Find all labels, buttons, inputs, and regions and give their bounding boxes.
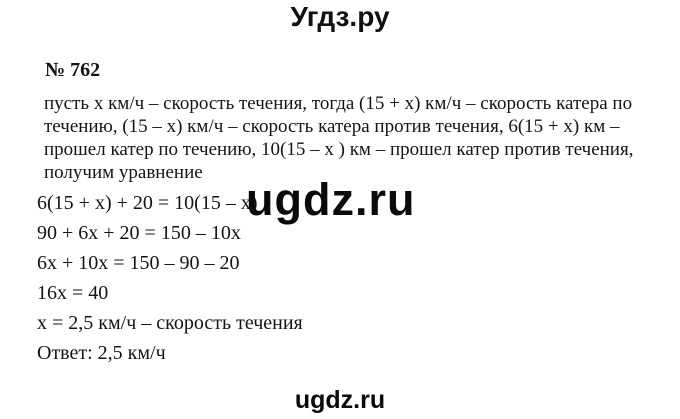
paragraph-line: прошел катер по течению, 10(15 – x ) км – прошел катер против течения, (44, 139, 634, 160)
ugdz-watermark-large: ugdz.ru (246, 174, 416, 225)
paragraph-line: пусть x км/ч – скорость течения, тогда (15 + x) км/ч – скорость катера по (44, 93, 633, 114)
answer-line: Ответ: 2,5 км/ч (37, 342, 166, 364)
equation-line: 6(15 + x) + 20 = 10(15 – x) (37, 192, 258, 214)
equation-line: 6x + 10x = 150 – 90 – 20 (37, 252, 240, 274)
paragraph-line: течению, (15 – x) км/ч – скорость катера против течения, 6(15 + x) км – (44, 116, 620, 137)
equation-line: 16x = 40 (37, 282, 109, 304)
paragraph-line: получим уравнение (44, 162, 203, 183)
solution-paragraph (44, 92, 654, 184)
equation-line: 90 + 6x + 20 = 150 – 10x (37, 222, 241, 244)
ugdz-watermark-bottom: ugdz.ru (294, 386, 386, 414)
equation-line: x = 2,5 км/ч – скорость течения (37, 312, 303, 334)
site-header-watermark: Угдз.ру (290, 1, 390, 32)
problem-number: № 762 (45, 59, 101, 81)
